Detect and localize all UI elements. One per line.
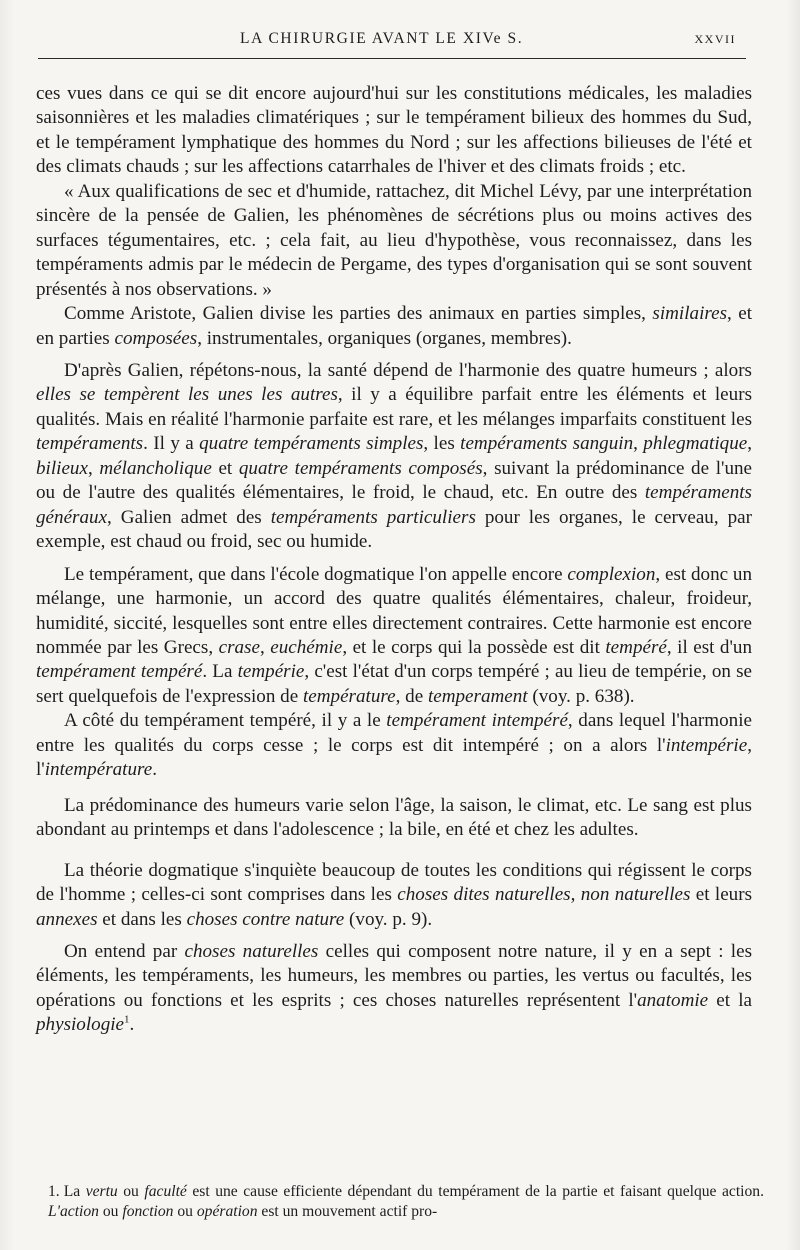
paragraph-5 [36, 563, 752, 710]
text-run: , de [395, 685, 428, 707]
text-run: , il est d'un [666, 636, 753, 658]
paragraph-6 [36, 709, 752, 782]
paragraph-9 [36, 940, 752, 1038]
italic-term: tempéré [605, 636, 667, 658]
text-run: . La [202, 661, 238, 683]
text-run: , dans lequel l'harmonie entre les qualités du corps cesse ; le corps est dit intempéré ; on a alors l' [36, 710, 752, 756]
italic-term: quatre tempéraments simples [199, 433, 424, 455]
paragraph-3 [36, 302, 752, 351]
text-run: est un mouvement actif pro- [257, 1203, 438, 1220]
text-run: On entend par [64, 940, 185, 962]
italic-term: intempérie [665, 734, 748, 756]
italic-term: elles se tempèrent les unes les autres [36, 384, 338, 406]
text-run: , instrumentales, organiques (organes, membres). [197, 327, 572, 349]
text-run: , [747, 433, 752, 455]
text-run: , [570, 884, 581, 906]
italic-term: composées [114, 327, 198, 349]
text-run: Le tempérament, que dans l'école dogmatique l'on appelle encore [64, 563, 568, 585]
italic-term: tempéraments particuliers [270, 506, 476, 528]
italic-term: crase [218, 636, 260, 658]
text-run: , est donc un mélange, une harmonie, un accord des quatre qualités élémentaires, chaleur, froideur, humidité, siccité, lesquelles sont entre elles directement contraires. Cette harmonie est encore nommée par les Grecs, [36, 563, 752, 658]
text-run: , les [423, 433, 461, 455]
text-run: , [259, 636, 271, 658]
main-text [36, 82, 752, 1038]
italic-term: tempéraments sanguin [460, 433, 634, 455]
paragraph-8 [36, 859, 752, 932]
footnote-number: 1. [48, 1183, 60, 1200]
text-run: , Galien admet des [107, 506, 271, 528]
italic-term: complexion [567, 563, 656, 585]
italic-term: faculté [144, 1183, 187, 1200]
text-run: celles qui composent notre nature, il y en a sept : les éléments, les tempéraments, les humeurs, les membres ou parties, les vertus ou facultés, les opérations ou fonctions et les esprits ; ces choses naturelles représentent l' [36, 940, 753, 1011]
italic-term: L'action [48, 1203, 99, 1220]
paragraph-4 [36, 359, 752, 555]
text-run: « Aux qualifications de sec et d'humide, rattachez, dit Michel Lévy, par une interprétation sincère de la pensée de Galien, les phénomènes de sécrétions plus ou moins actives des surfaces tégumentaires, etc. ; cela fait, au lieu d'hypothèse, vous reconnaissez, dans les tempéraments admis par le médecin de Pergame, des types d'organisation qui se sont souvent présentés à nos observations. » [36, 180, 752, 300]
text-run: , suivant la prédominance de l'une ou de l'autre des qualités élémentaires, le froid, le chaud, etc. En outre des [36, 457, 753, 504]
text-run: ou [117, 1183, 145, 1200]
italic-term: tempérament intempéré [386, 710, 568, 732]
italic-term: tempérie [237, 661, 305, 683]
text-run: ces vues dans ce qui se dit encore aujourd'hui sur les constitutions médicales, les maladies saisonnières et les maladies climatériques ; sur le tempérament bilieux des hommes du Sud, et le tempérament lymphatique des hommes du Nord ; sur les affections bilieuses de l'été et des climats chauds ; sur les affections catarrhales de l'hiver et des climats froids ; etc. [36, 83, 752, 178]
italic-term: température [302, 685, 396, 707]
paragraph-7 [36, 794, 752, 843]
text-run: (voy. p. 638). [527, 685, 635, 707]
paragraph-1 [36, 82, 752, 180]
italic-term: non naturelles [580, 884, 691, 906]
header-rule [38, 58, 746, 59]
text-run: D'après Galien, répétons-nous, la santé dépend de l'harmonie des quatre humeurs ; alors [64, 359, 752, 381]
text-run: , c'est l'état d'un corps tempéré ; au lieu de tempérie, on se sert quelquefois de l'expression de [36, 661, 752, 707]
footnote-1 [48, 1182, 764, 1222]
text-run: . Il y a [143, 433, 200, 455]
text-run: et dans les [97, 908, 187, 930]
italic-term: fonction [122, 1203, 174, 1220]
text-run: et la [708, 989, 753, 1011]
italic-term: annexes [36, 908, 98, 930]
italic-term: anatomie [637, 989, 709, 1011]
text-run: . [152, 759, 157, 781]
italic-term: temperament [427, 685, 528, 707]
italic-term: phlegmatique [643, 433, 748, 455]
running-title: LA CHIRURGIE AVANT LE XIVe S. [240, 30, 524, 47]
text-run: La prédominance des humeurs varie selon l'âge, la saison, le climat, etc. Le sang est plus abondant au printemps et dans l'adolescence ; la bile, en été et chez les adultes. [36, 794, 752, 841]
text-run: ou [98, 1203, 123, 1220]
paragraph-2-quotation [36, 180, 752, 302]
text-run: , et en parties [36, 303, 753, 349]
italic-term: vertu [85, 1183, 118, 1200]
footnote-marker: 1 [124, 1013, 130, 1026]
italic-term: bilieux [36, 457, 88, 479]
text-run: La [63, 1183, 86, 1200]
text-run: ou [173, 1203, 197, 1220]
page-header [38, 28, 746, 54]
italic-term: similaires [652, 303, 728, 325]
text-run: et [211, 457, 239, 479]
italic-term: tempéraments [36, 433, 144, 455]
italic-term: tempéraments généraux [36, 482, 752, 528]
text-run: (voy. p. 9). [344, 908, 433, 930]
italic-term: quatre tempéraments composés [238, 457, 483, 479]
footnote-area [48, 1182, 764, 1222]
italic-term: intempérature [44, 759, 153, 781]
text-run: est une cause efficiente dépendant du tempérament de la partie et faisant quelque action. [186, 1183, 764, 1200]
italic-term: opération [196, 1203, 258, 1220]
italic-term: mélancholique [99, 457, 212, 479]
page-number: XXVII [694, 32, 736, 46]
text-run: , l' [36, 734, 752, 781]
italic-term: choses naturelles [184, 940, 319, 962]
text-run: A côté du tempérament tempéré, il y a le [64, 710, 387, 732]
text-run: La théorie dogmatique s'inquiète beaucoup de toutes les conditions qui régissent le corps de l'homme ; celles-ci sont comprises dans les [36, 859, 752, 906]
italic-term: euchémie [270, 636, 343, 658]
text-run: . [129, 1014, 135, 1036]
text-run: Comme Aristote, Galien divise les parties des animaux en parties simples, [64, 303, 653, 325]
italic-term: tempérament tempéré [36, 661, 203, 683]
italic-term: physiologie [36, 1014, 125, 1036]
text-run: , [87, 457, 100, 479]
text-run: , il y a équilibre parfait entre les éléments et leurs qualités. Mais en réalité l'harmonie parfaite est rare, et les mélanges imparfaits constituent les [36, 384, 752, 430]
text-run: , et le corps qui la possède est dit [342, 636, 606, 658]
text-run: et leurs [690, 884, 753, 906]
italic-term: choses contre nature [186, 908, 345, 930]
text-run: , [633, 433, 644, 455]
text-run: pour les organes, le cerveau, par exemple, est chaud ou froid, sec ou humide. [36, 506, 752, 553]
italic-term: choses dites naturelles [397, 884, 571, 906]
